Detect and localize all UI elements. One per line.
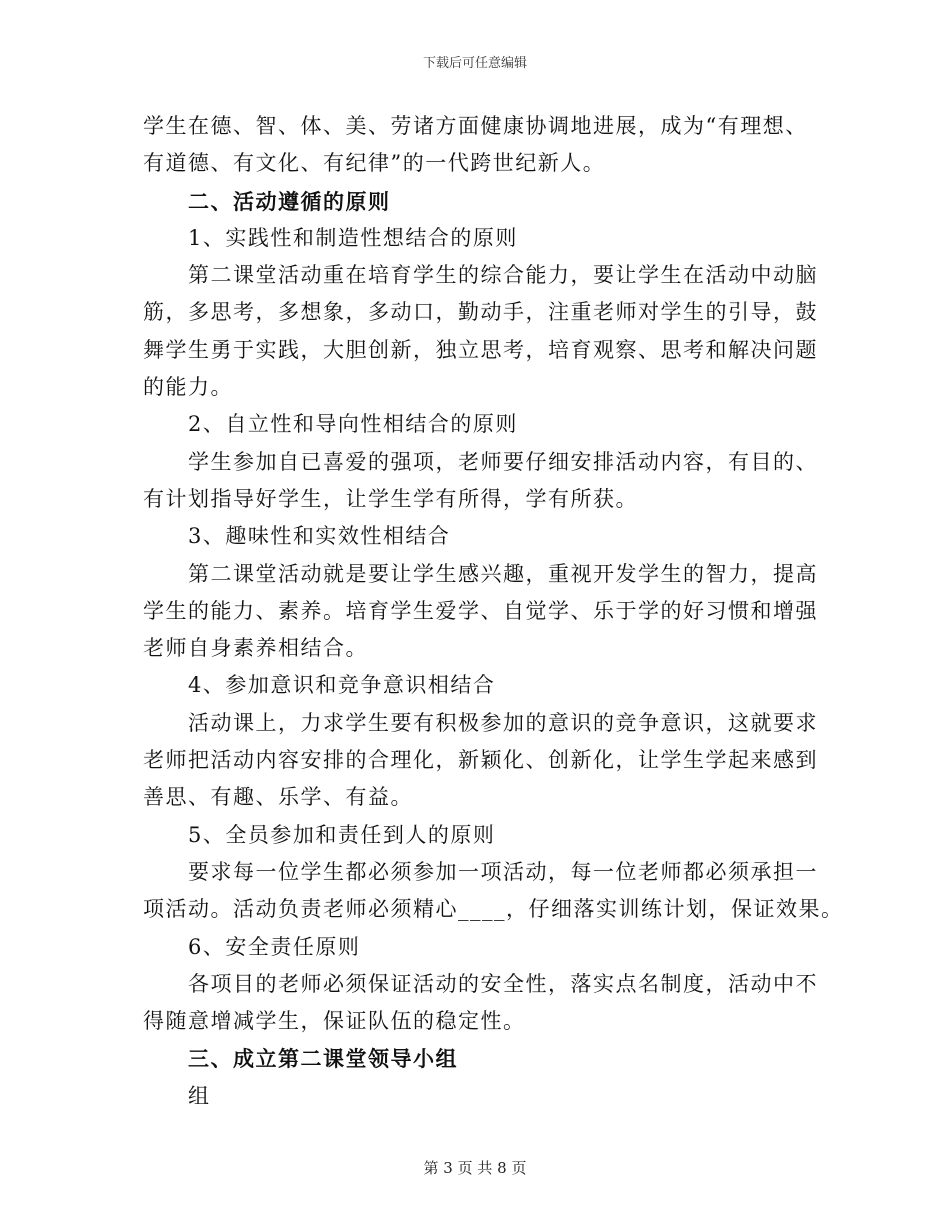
document-body: [143, 108, 844, 1115]
subheading: 6、安全责任原则: [188, 934, 361, 959]
page-header: 下载后可任意编辑: [422, 56, 527, 71]
page-footer: 第 3 页 共 8 页: [423, 1159, 527, 1177]
subheading: 2、自立性和导向性相结合的原则: [188, 412, 518, 437]
body-line: 舞学生勇于实践，大胆创新，独立思考，培育观察、思考和解决问题: [143, 337, 818, 362]
subheading: 1、实践性和制造性想结合的原则: [188, 225, 518, 250]
subheading: 4、参加意识和竞争意识相结合: [188, 673, 496, 698]
subheading: 3、趣味性和实效性相结合: [188, 524, 451, 549]
body-line: 第二课堂活动就是要让学生感兴趣，重视开发学生的智力，提高: [188, 561, 818, 586]
body-line: 善思、有趣、乐学、有益。: [143, 785, 413, 810]
body-line: 活动课上，力求学生要有积极参加的意识的竞争意识，这就要求: [188, 710, 818, 735]
body-line: 老师自身素养相结合。: [143, 636, 368, 661]
body-line: 各项目的老师必须保证活动的安全性，落实点名制度，活动中不: [188, 971, 818, 996]
body-line: 老师把活动内容安排的合理化，新颖化、创新化，让学生学起来感到: [143, 748, 818, 773]
body-line: 学生参加自已喜爱的强项，老师要仔细安排活动内容，有目的、: [188, 449, 818, 474]
body-line: 项活动。活动负责老师必须精心____，仔细落实训练计划，保证效果。: [143, 897, 844, 922]
subheading: 5、全员参加和责任到人的原则: [188, 822, 496, 847]
body-line: 组: [188, 1083, 211, 1108]
section-heading: 二、活动遵循的原则: [188, 188, 391, 214]
body-line: 得随意增减学生，保证队伍的稳定性。: [143, 1009, 526, 1034]
body-line: 学生在德、智、体、美、劳诸方面健康协调地进展，成为“有理想、: [143, 114, 808, 138]
body-line: 有道德、有文化、有纪律”的一代跨世纪新人。: [143, 151, 606, 176]
body-line: 第二课堂活动重在培育学生的综合能力，要让学生在活动中动脑: [188, 263, 818, 288]
body-line: 要求每一位学生都必须参加一项活动，每一位老师都必须承担一: [188, 859, 818, 884]
body-line: 筋，多思考，多想象，多动口，勤动手，注重老师对学生的引导，鼓: [143, 300, 818, 325]
body-line: 有计划指导好学生，让学生学有所得，学有所获。: [143, 486, 638, 511]
body-line: 学生的能力、素养。培育学生爱学、自觉学、乐于学的好习惯和增强: [143, 598, 818, 623]
section-heading: 三、成立第二课堂领导小组: [188, 1046, 458, 1072]
body-line: 的能力。: [143, 375, 233, 400]
